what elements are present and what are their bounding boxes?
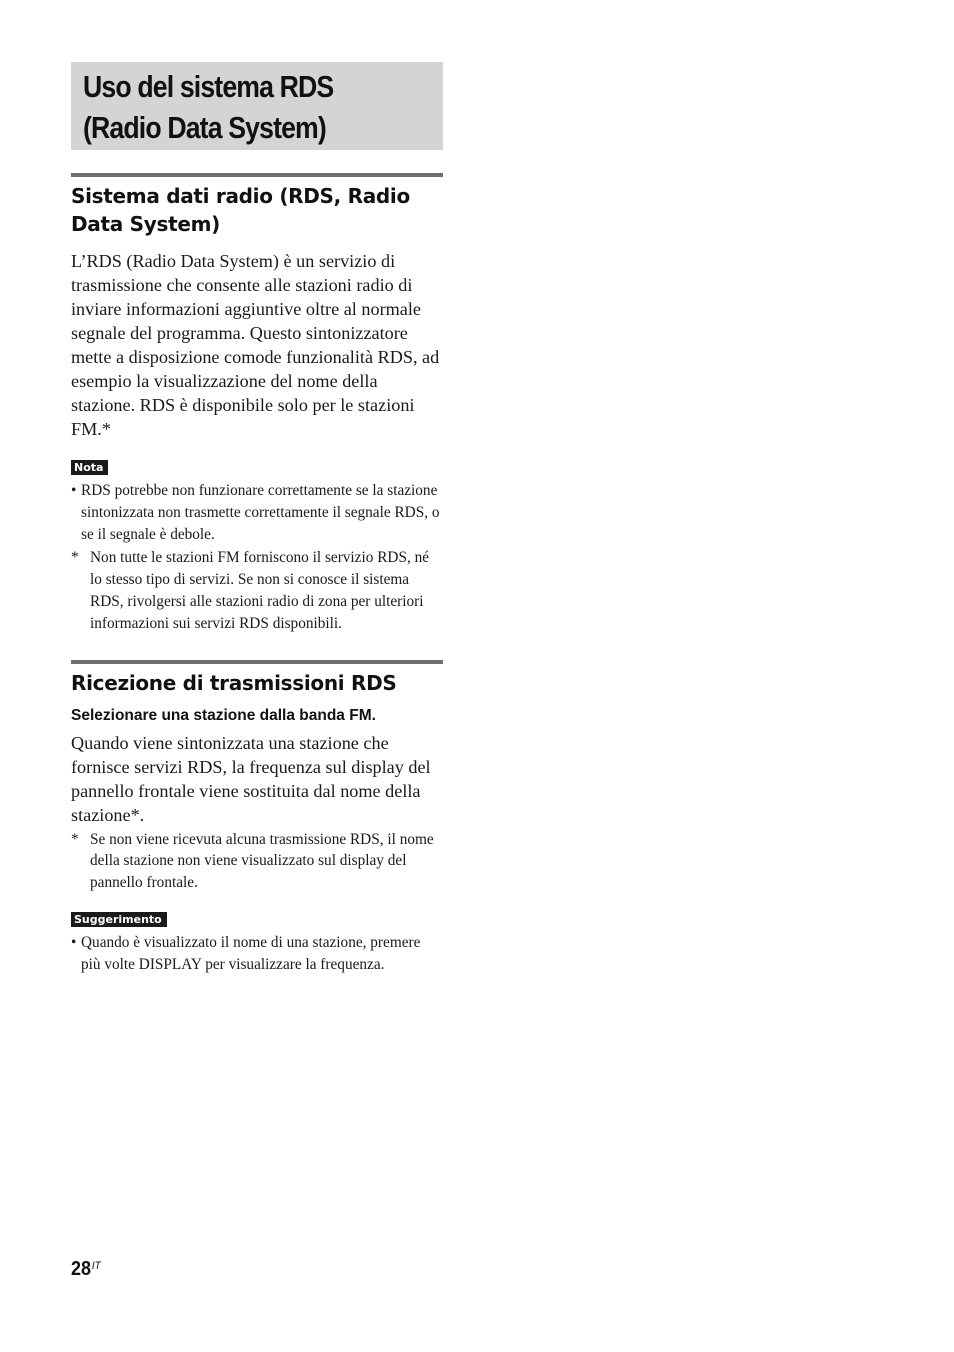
page-number-value: 28 xyxy=(71,1258,92,1280)
reception-paragraph: Quando viene sintonizzata una stazione che fornisce servizi RDS, la frequenza sul display del pannello frontale viene sostituita dal nome della stazione*. xyxy=(71,732,431,825)
page-title-line-2: (Radio Data System) xyxy=(83,110,326,145)
note-label: Nota xyxy=(71,460,108,475)
tip-label: Suggerimento xyxy=(71,912,167,927)
page-number xyxy=(71,1258,101,1281)
page-title-line-1: Uso del sistema RDS xyxy=(83,69,334,104)
tip-bullet: • xyxy=(71,933,77,951)
footnote-item-1 xyxy=(71,547,443,634)
main-column xyxy=(71,62,443,976)
note-item xyxy=(71,480,443,545)
rds-intro-paragraph: L’RDS (Radio Data System) è un servizio di trasmissione che consente alle stazioni radio di inviare informazioni aggiuntive oltre al normale segnale del programma. Questo sintonizzatore mette a disposizione comode funzionalità RDS, ad esempio la visualizzazione del nome della stazione. RDS è disponibile solo per le stazioni FM.* xyxy=(71,251,440,439)
note-bullet: • xyxy=(71,482,77,499)
footnote-text-1: Non tutte le stazioni FM forniscono il servizio RDS, né lo stesso tipo di servizi. Se non si conosce il sistema RDS, rivolgersi alle stazioni radio di zona per ulteriori informazioni sui servizi RDS disponibili. xyxy=(90,549,430,632)
footnote-item-2 xyxy=(71,829,443,894)
instruction-step: Selezionare una stazione dalla banda FM. xyxy=(71,706,376,724)
tip-item xyxy=(71,932,443,976)
section-heading-rds-system: Sistema dati radio (RDS, Radio Data System) xyxy=(71,184,410,236)
section-divider-1 xyxy=(71,173,443,177)
footnote-marker-2: * xyxy=(71,830,79,848)
note-text: RDS potrebbe non funzionare correttamente se la stazione sintonizzata non trasmette correttamente il segnale RDS, o se il segnale è debole. xyxy=(81,482,440,543)
footnote-marker-1: * xyxy=(71,549,79,567)
tip-text: Quando è visualizzato il nome di una stazione, premere più volte DISPLAY per visualizzare la frequenza. xyxy=(81,933,421,973)
section-heading-rds-reception: Ricezione di trasmissioni RDS xyxy=(71,670,397,695)
section-divider-2 xyxy=(71,660,443,664)
page-title-box xyxy=(71,62,443,150)
footnote-text-2: Se non viene ricevuta alcuna trasmissione RDS, il nome della stazione non viene visualizzato sul display del pannello frontale. xyxy=(90,830,434,892)
page-language-suffix: IT xyxy=(91,1260,101,1272)
